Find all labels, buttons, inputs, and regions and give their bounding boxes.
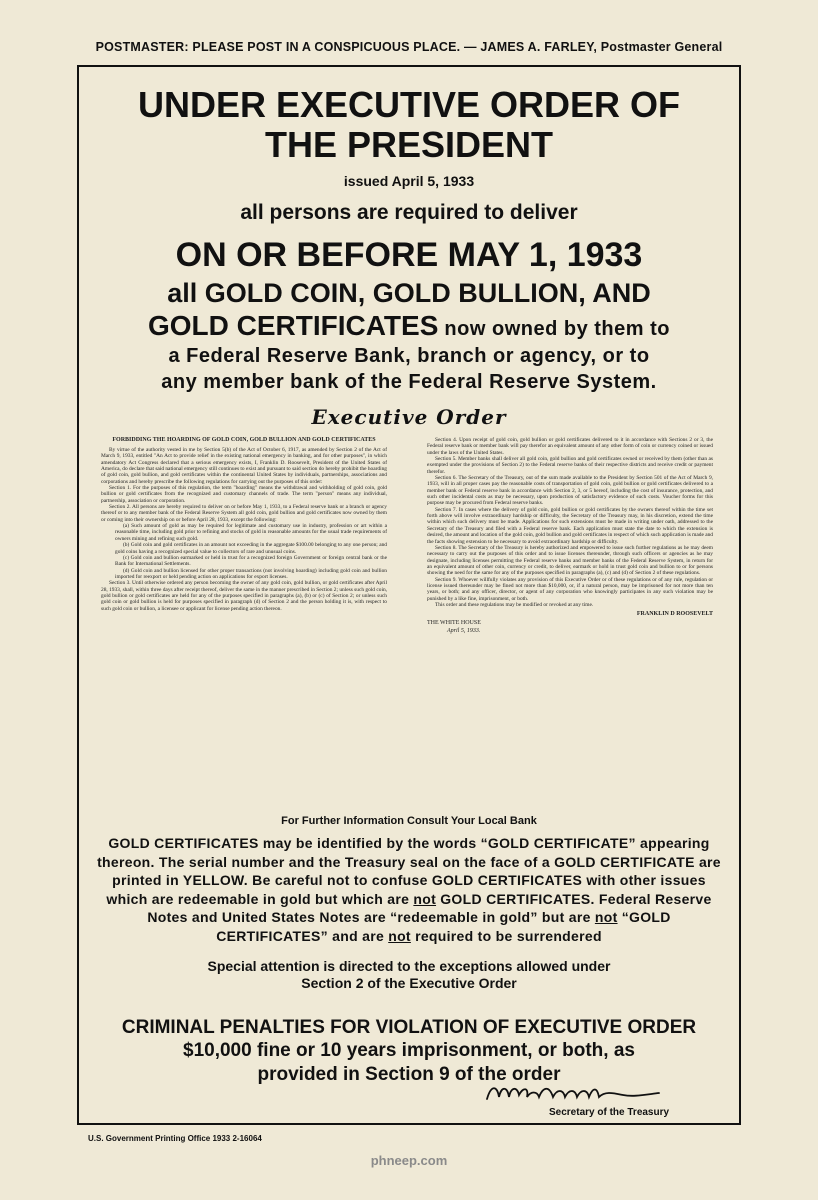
order-paragraph: Section 3. Until otherwise ordered any person becoming the owner of any gold coin, gold bullion, or gold certificates after April 28, 1933, shall, within three days after receipt thereof, deliver the same in the manner prescribed in Section 2; unless such gold coin, gold bullion or gold certificates are held for any of the purposes specified in paragraphs (a), (b) or (c) of Section 2; or unless such gold coin or gold bullion is held for purposes specified in paragraph (d) of Section 2 and the person holding it is, with respect to such gold coin or bullion, a licensee or applicant for license pending action thereon. (101, 580, 387, 612)
cert-text: required to be surrendered (410, 927, 602, 944)
criminal-penalties-heading: CRIMINAL PENALTIES FOR VIOLATION OF EXECUTIVE ORDER (121, 1017, 697, 1038)
title-line-2: THE PRESIDENT (264, 124, 554, 165)
exception-item: (a) Such amount of gold as may be required for legitimate and customary use in industry, profession or art within a reasonable time, including gold prior to refining and stocks of gold in reasonable amounts for the usual trade requirements of owners mining and refining such gold. (115, 523, 387, 542)
order-paragraph: Section 5. Member banks shall deliver all gold coin, gold bullion and gold certificates owned or received by them (other than as exempted under the provisions of Section 2) to the Federal reserve banks of their respective districts and receive credit or payment therefor. (427, 456, 713, 475)
secretary-title: Secretary of the Treasury (549, 1107, 670, 1118)
gold-certificate-explanation (97, 834, 721, 946)
order-paragraph: By virtue of the authority vested in me by Section 5(b) of the Act of October 6, 1917, as amended by Section 2 of the Act of March 9, 1933, entitled "An Act to provide relief in the existing national emergency in banking, and for other purposes", in which amendatory Act Congress declared that a serious emergency exists, I, Franklin D. Roosevelt, President of the United States of America, do declare that said national emergency still continues to exist and pursuant to said section do hereby prohibit the hoarding of gold coin, gold bullion, and gold certificates within the continental United States by individuals, partnerships, associations and corporations and hereby prescribe the following regulations for carrying out the purposes of this order: (101, 447, 387, 485)
issued-date: issued April 5, 1933 (343, 173, 475, 189)
white-house-date: April 5, 1933. (447, 627, 481, 634)
order-paragraph: This order and these regulations may be modified or revoked at any time. (435, 601, 594, 608)
cert-not: not (388, 927, 411, 944)
member-bank-line: any member bank of the Federal Reserve System. (161, 371, 657, 393)
exception-item: (d) Gold coin and bullion licensed for other proper transactions (not involving hoarding) including gold coin and bullion imported for reexport or held pending action on applications for export licenses. (115, 567, 387, 580)
watermark: phneep.com (370, 1153, 448, 1168)
special-attention-line-2: Section 2 of the Executive Order (301, 975, 517, 991)
order-paragraph: Section 9. Whoever willfully violates any provision of this Executive Order or of these regulations or of any rule, regulation or license issued thereunder may be fined not more than $10,000, or, if a natural person, may be imprisoned for not more than ten years, or both; and any officer, director, or agent of any corporation who knowingly participates in any such violation may be punished by a like fine, imprisonment, or both. (427, 576, 713, 602)
gold-certificates-big: GOLD CERTIFICATES (148, 310, 439, 341)
order-paragraph: Section 7. In cases where the delivery of gold coin, gold bullion or gold certificates by the owners thereof within the time set forth above will involve extraordinary hardship or difficulty, the Secretary of the Treasury may, in his discretion, extend the time within which such delivery must be made. Applications for such extensions must be made in writing under oath, addressed to the Secretary of the Treasury and filed with a Federal reserve bank. Each application must state the date to which the extension is desired, the amount and location of the gold coin, gold bullion and gold certificates in respect of which such application is made and the facts showing extension to be necessary to avoid extraordinary hardship or difficulty. (427, 506, 713, 545)
executive-order-heading: Executive Order (311, 405, 507, 429)
poster-frame (77, 65, 741, 1125)
title-line-1: UNDER EXECUTIVE ORDER OF (137, 84, 681, 125)
cert-not: not (413, 890, 437, 907)
owned-by-them: now owned by them to (438, 318, 670, 340)
woodin-signature (483, 1077, 663, 1107)
order-paragraph: Section 2. All persons are hereby required to deliver on or before May 1, 1933, to a Federal reserve bank or a branch or agency thereof or to any member bank of the Federal Reserve System all gold coin, gold bullion and gold certificates now owned by them or coming into their ownership on or before April 28, 1933, except the following: (101, 504, 387, 523)
cert-text: “GOLD CERTIFICATES” and are (216, 909, 671, 944)
fdr-signature: FRANKLIN D ROOSEVELT (636, 611, 713, 618)
order-text-left-column (101, 437, 387, 807)
deadline-line: ON OR BEFORE MAY 1, 1933 (175, 236, 643, 274)
order-paragraph: Section 1. For the purposes of this regulation, the term "hoarding" means the withdrawal and withholding of gold coin, gold bullion or gold certificates from the recognized and customary channels of trade. The term "person" means any individual, partnership, association or corporation. (101, 485, 387, 504)
exception-item: (c) Gold coin and bullion earmarked or held in trust for a recognized foreign Government or foreign central bank or the Bank for International Settlements. (115, 554, 387, 568)
gold-line: all GOLD COIN, GOLD BULLION, AND (167, 278, 651, 308)
federal-reserve-line: a Federal Reserve Bank, branch or agency, or to (168, 345, 650, 367)
printing-office-note: U.S. Government Printing Office 1933 2-16064 (88, 1134, 262, 1143)
order-text-right-column (427, 437, 713, 807)
order-subheading: FORBIDDING THE HOARDING OF GOLD COIN, GOLD BULLION AND GOLD CERTIFICATES (112, 437, 376, 443)
postmaster-notice: POSTMASTER: PLEASE POST IN A CONSPICUOUS PLACE. — JAMES A. FARLEY, Postmaster General (95, 40, 723, 54)
order-paragraph: Section 4. Upon receipt of gold coin, gold bullion or gold certificates delivered to it in accordance with Sections 2 or 3, the Federal reserve bank or member bank will pay therefor an equivalent amount of any other form of coin or currency coined or issued under the laws of the United States. (427, 437, 713, 456)
order-paragraph: Section 8. The Secretary of the Treasury is hereby authorized and empowered to issue such further regulations as he may deem necessary to carry out the purposes of this order and to issue licenses thereunder, through such officers or agencies as he may designate, including licenses permitting the Federal reserve banks and member banks of the Federal Reserve System, in return for an equivalent amount of other coin, currency or credit, to deliver, earmark or hold in trust gold coin and bullion to or for persons showing the need for the same for any of the purposes specified in paragraphs (a), (c) and (d) of Section 2 of these regulations. (427, 544, 713, 577)
white-house-label: THE WHITE HOUSE (427, 619, 481, 626)
special-attention-line-1: Special attention is directed to the exceptions allowed under (207, 958, 611, 974)
cert-not: not (594, 909, 618, 926)
exception-item: (b) Gold coin and gold certificates in an amount not exceeding in the aggregate $100.00 belonging to any one person; and gold coins having a recognized special value to collectors of rare and unusual coins. (115, 542, 387, 555)
required-line: all persons are required to deliver (240, 201, 578, 224)
further-information: For Further Information Consult Your Local Bank (281, 815, 537, 827)
order-paragraph: Section 6. The Secretary of the Treasury, out of the sum made available to the President by Section 501 of the Act of March 9, 1933, will in all proper cases pay the reasonable costs of transportation of gold coin, gold bullion or gold certificates delivered to a member bank or Federal reserve bank in accordance with Section 2, 3, or 5 hereof, including the cost of insurance, protection, and such other incidental costs as may be necessary, upon production of satisfactory evidence of such costs. Voucher forms for this purpose may be procured from Federal reserve banks. (427, 475, 713, 507)
cert-text: GOLD CERTIFICATES may be identified by the words “GOLD CERTIFICATE” appearing thereon. The serial number and the Treasury seal on the face of a GOLD CERTIFICATE are printed in YELLOW. Be careful not to confuse GOLD CERTIFICATES with other issues which are redeemable in gold but which are (97, 835, 721, 907)
penalty-line-2: provided in Section 9 of the order (257, 1064, 561, 1085)
cert-text: GOLD CERTIFICATES. Federal Reserve Notes and United States Notes are “redeemable in gold” but are (147, 890, 712, 926)
penalty-line-1: $10,000 fine or 10 years imprisonment, or both, as (183, 1040, 635, 1061)
